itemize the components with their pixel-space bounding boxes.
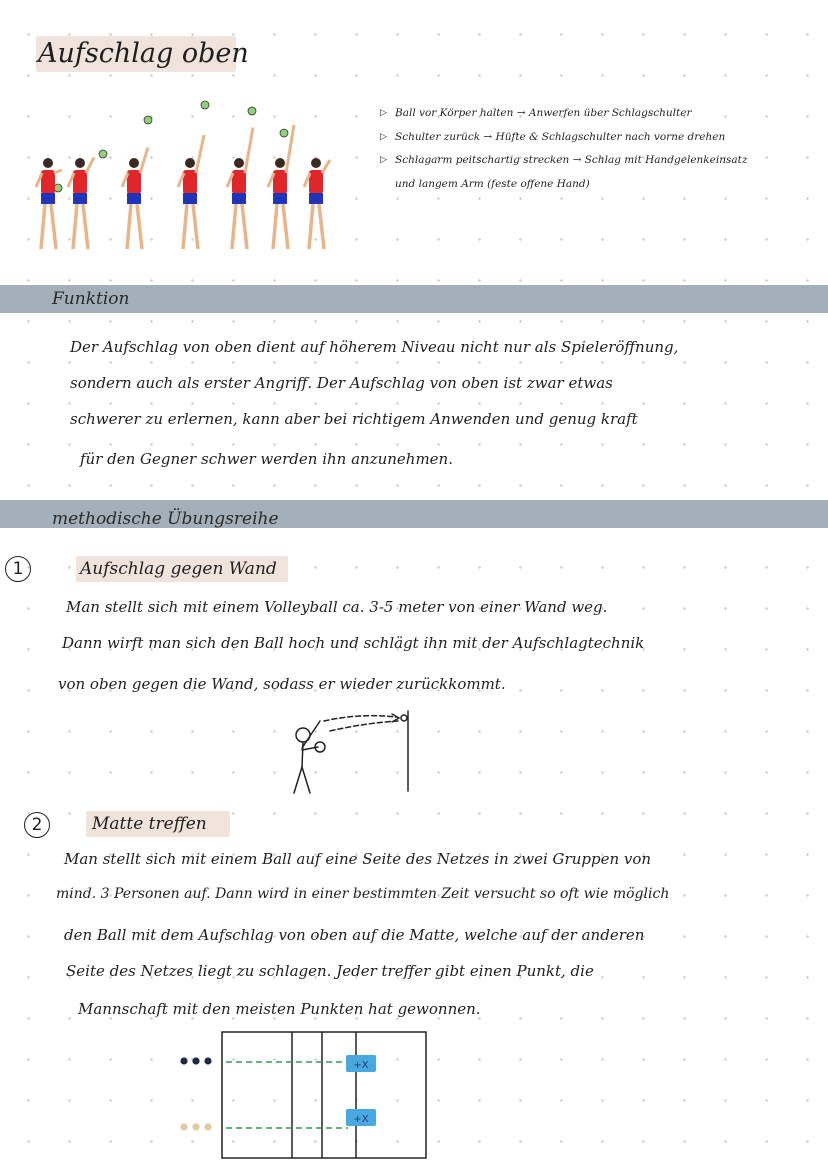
- technique-bullets: [380, 102, 820, 196]
- ball-icon: [144, 116, 152, 124]
- player-figure: [122, 148, 148, 250]
- text-line: sondern auch als erster Angriff. Der Aufschlag von oben ist zwar etwas: [70, 374, 613, 392]
- player-figure: [227, 128, 253, 250]
- section-title-funktion: Funktion: [52, 289, 130, 309]
- text-line: für den Gegner schwer werden ihn anzunehmen.: [80, 450, 453, 468]
- team-b-player: [192, 1123, 199, 1130]
- triangle-icon: ▷: [380, 155, 387, 165]
- bullet-item: ▷ Ball vor Körper halten → Anwerfen über Schlagschulter: [380, 102, 820, 126]
- exercise-number-1: 1: [5, 556, 31, 582]
- triangle-icon: ▷: [380, 131, 387, 142]
- team-b-player: [204, 1123, 211, 1130]
- bullet-item: ▷ Schulter zurück → Hüfte & Schlagschulter nach vorne drehen: [380, 126, 820, 150]
- text-line: Mannschaft mit den meisten Punkten hat gewonnen.: [78, 1000, 481, 1018]
- text-line: schwerer zu erlernen, kann aber bei richtigem Anwenden und genug kraft: [70, 410, 638, 428]
- mat-mark: +X: [353, 1060, 369, 1071]
- ball-icon: [201, 101, 209, 109]
- ball-icon: [99, 150, 107, 158]
- text-line: Man stellt sich mit einem Volleyball ca. 3-5 meter von einer Wand weg.: [66, 598, 608, 616]
- triangle-icon: ▷: [380, 108, 387, 118]
- serve-sequence-illustration: [34, 95, 344, 255]
- player-figure: [268, 125, 294, 249]
- ball-icon: [54, 184, 62, 192]
- text-line: den Ball mit dem Aufschlag von oben auf die Matte, welche auf der anderen: [64, 926, 645, 944]
- court-diagram: [172, 1028, 434, 1160]
- text-line: mind. 3 Personen auf. Dann wird in einer bestimmten Zeit versucht so oft wie möglich: [56, 886, 670, 902]
- player-figure: [178, 135, 204, 249]
- team-a-player: [180, 1057, 187, 1064]
- text-line: Dann wirft man sich den Ball hoch und schlägt ihn mit der Aufschlagtechnik: [62, 634, 645, 652]
- ball-icon: [280, 129, 288, 137]
- exercise-number-2: 2: [24, 812, 50, 838]
- section-title-methodisch: methodische Übungsreihe: [52, 509, 279, 529]
- text-line: von oben gegen die Wand, sodass er wieder zurückkommt.: [58, 675, 506, 693]
- page-title: Aufschlag oben: [38, 38, 249, 69]
- exercise-title-1: Aufschlag gegen Wand: [80, 559, 277, 579]
- team-a-player: [192, 1057, 199, 1064]
- team-a-player: [204, 1057, 211, 1064]
- exercise-title-2: Matte treffen: [92, 814, 207, 834]
- player-figure: [36, 158, 62, 249]
- wall-serve-sketch: [280, 705, 420, 800]
- text-line: Man stellt sich mit einem Ball auf eine Seite des Netzes in zwei Gruppen von: [64, 850, 652, 868]
- bullet-continuation: und langem Arm (feste offene Hand): [395, 177, 590, 190]
- team-b-player: [180, 1123, 187, 1130]
- bullet-item: ▷ Schlagarm peitschartig strecken → Schlag mit Handgelenkeinsatz: [380, 149, 820, 173]
- text-line: Seite des Netzes liegt zu schlagen. Jeder treffer gibt einen Punkt, die: [66, 962, 594, 980]
- player-figure: [68, 158, 94, 250]
- ball-icon: [248, 107, 256, 115]
- player-figure: [304, 158, 330, 249]
- text-line: Der Aufschlag von oben dient auf höherem Niveau nicht nur als Spieleröffnung,: [70, 338, 679, 356]
- mat-mark: +X: [353, 1114, 369, 1125]
